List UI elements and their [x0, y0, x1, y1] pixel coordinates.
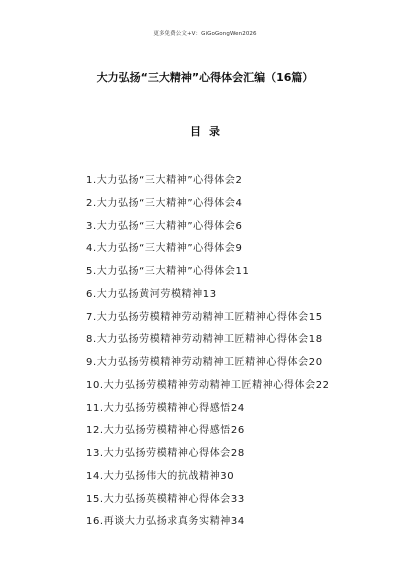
toc-item-14[interactable]: 14.大力弘扬伟大的抗战精神30 [86, 470, 235, 482]
toc-item-13[interactable]: 13.大力弘扬劳模精神心得体会28 [86, 448, 245, 459]
toc-item-4[interactable]: 4.大力弘扬“三大精神”心得体会9 [86, 243, 243, 255]
toc-heading: 目录 [190, 125, 228, 138]
toc-item-12[interactable]: 12.大力弘扬劳模精神心得感悟26 [86, 425, 245, 437]
toc-item-8[interactable]: 8.大力弘扬劳模精神劳动精神工匠精神心得体会18 [86, 334, 323, 346]
toc-item-3[interactable]: 3.大力弘扬“三大精神”心得体会6 [86, 220, 243, 232]
toc-item-2[interactable]: 2.大力弘扬“三大精神”心得体会4 [86, 197, 243, 209]
toc-item-10[interactable]: 10.大力弘扬劳模精神劳动精神工匠精神心得体会22 [86, 379, 330, 391]
toc-item-15[interactable]: 15.大力弘扬英模精神心得体会33 [86, 493, 245, 505]
toc-item-16[interactable]: 16.再谈大力弘扬求真务实精神34 [86, 516, 245, 528]
toc-item-6[interactable]: 6.大力弘扬黄河劳模精神13 [86, 288, 217, 300]
toc-item-1[interactable]: 1.大力弘扬“三大精神”心得体会2 [86, 175, 243, 186]
header-note: 更多免费公文+V：GiGoGongWen2026 [153, 31, 257, 37]
document-title: 大力弘扬“三大精神”心得体会汇编（16篇） [96, 71, 314, 84]
toc-item-9[interactable]: 9.大力弘扬劳模精神劳动精神工匠精神心得体会20 [86, 357, 323, 368]
toc-item-5[interactable]: 5.大力弘扬“三大精神”心得体会11 [86, 266, 250, 277]
toc-list [86, 172, 330, 536]
toc-item-11[interactable]: 11.大力弘扬劳模精神心得感悟24 [86, 402, 245, 414]
toc-item-7[interactable]: 7.大力弘扬劳模精神劳动精神工匠精神心得体会15 [86, 311, 323, 323]
